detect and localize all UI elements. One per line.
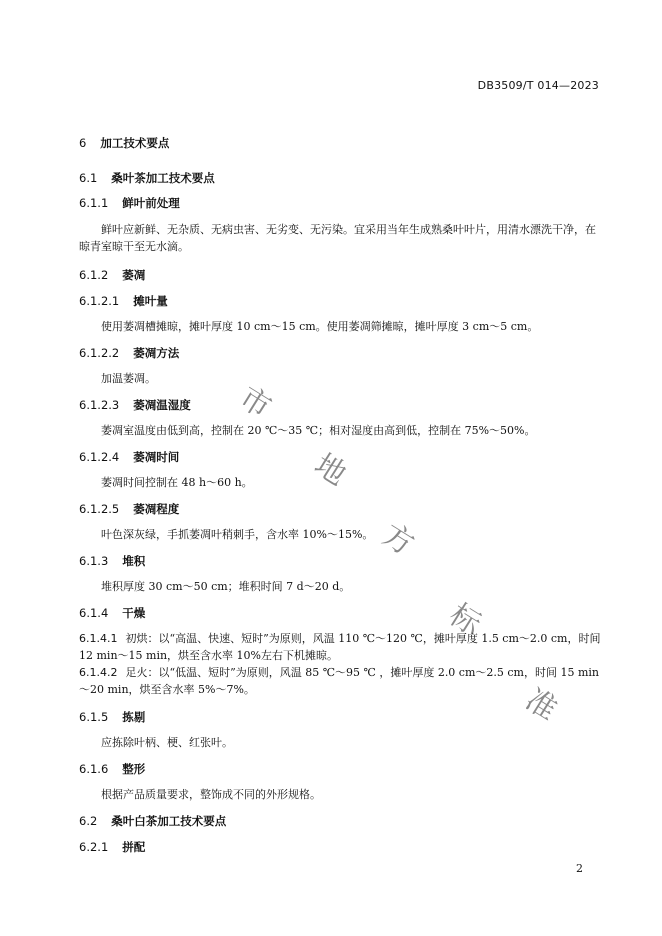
heading-6-1-2-2 [79,345,179,361]
heading-number: 6.1.2.2 [79,346,120,360]
heading-title: 堆积 [122,554,146,568]
paragraph-shaping: 根据产品质量要求，整饰成不同的外形规格。 [101,788,321,801]
heading-title: 拼配 [122,840,146,854]
item-6-1-4-2 [79,664,603,698]
heading-6-1-2-5 [79,501,179,517]
heading-title: 拣剔 [122,710,146,724]
paragraph-spread-amount: 使用萎凋槽摊晾，摊叶厚度 10 cm～15 cm。使用萎凋筛摊晾，摊叶厚度 3 cm～5 cm。 [101,320,539,333]
heading-number: 6.1.1 [79,196,109,210]
heading-number: 6.1.3 [79,554,109,568]
watermark-char: 准 [519,682,564,728]
page-number: 2 [576,862,583,875]
watermark-char: 市 [233,380,278,426]
heading-number: 6.1.2 [79,268,109,282]
watermark-char: 方 [376,517,421,563]
heading-number: 6.1.2.1 [79,294,120,308]
heading-6-2-1 [79,839,145,855]
heading-number: 6.1.4 [79,606,109,620]
heading-title: 萎凋 [122,268,146,282]
heading-title: 鲜叶前处理 [122,196,180,210]
watermark-char: 标 [443,597,488,643]
heading-title: 干燥 [122,606,146,620]
heading-6-1-5 [79,709,145,725]
heading-6-1-2-4 [79,449,179,465]
heading-title: 萎凋时间 [133,450,180,464]
heading-title: 萎凋温湿度 [133,398,191,412]
item-6-1-4-1 [79,630,603,664]
heading-number: 6.1.6 [79,762,109,776]
heading-6-1-4 [79,605,145,621]
heading-number: 6.1.2.4 [79,450,120,464]
paragraph-piling: 堆积厚度 30 cm～50 cm；堆积时间 7 d～20 d。 [101,580,351,593]
heading-6-1 [79,170,215,186]
heading-6-1-2 [79,267,145,283]
heading-title: 桑叶茶加工技术要点 [111,171,215,185]
heading-6-2 [79,813,226,829]
paragraph-fresh-leaf: 鲜叶应新鲜、无杂质、无病虫害、无劣变、无污染。宜采用当年生成熟桑叶叶片，用清水漂洗干净，在晾青室晾干至无水滴。 [79,223,596,253]
heading-6-1-2-1 [79,293,168,309]
item-number: 6.1.4.1 [79,632,118,645]
heading-number: 6 [79,136,87,150]
heading-6 [79,135,169,151]
item-number: 6.1.4.2 [79,666,118,679]
paragraph-withering-temp: 萎凋室温度由低到高，控制在 20 ℃～35 ℃；相对湿度由高到低，控制在 75%～50%。 [101,424,536,437]
heading-title: 整形 [122,762,146,776]
heading-6-1-6 [79,761,145,777]
paragraph-withering-method: 加温萎凋。 [101,372,156,385]
paragraph-withering-degree: 叶色深灰绿，手抓萎凋叶稍刺手，含水率 10%～15%。 [101,528,374,541]
heading-title: 萎凋程度 [133,502,180,516]
paragraph-withering-time: 萎凋时间控制在 48 h～60 h。 [101,476,253,489]
heading-6-1-2-3 [79,397,191,413]
paragraph-sorting: 应拣除叶柄、梗、红张叶。 [101,736,233,749]
heading-6-1-3 [79,553,145,569]
heading-number: 6.1.5 [79,710,109,724]
heading-6-1-1 [79,195,180,211]
heading-number: 6.2.1 [79,840,109,854]
heading-number: 6.1.2.3 [79,398,120,412]
heading-title: 加工技术要点 [100,136,170,150]
watermark-char: 地 [308,447,353,493]
heading-title: 摊叶量 [133,294,168,308]
heading-title: 桑叶白茶加工技术要点 [111,814,227,828]
item-text: 足火：以“低温、短时”为原则，风温 85 ℃～95 ℃ ，摊叶厚度 2.0 cm～2.5 cm，时间 15 min～20 min，烘至含水率 5%～7%。 [79,666,600,696]
heading-title: 萎凋方法 [133,346,180,360]
item-text: 初烘：以“高温、快速、短时”为原则，风温 110 ℃～120 ℃，摊叶厚度 1.5 cm～2.0 cm，时间 12 min～15 min，烘至含水率 10%左右下机摊晾。 [79,632,601,662]
document-id: DB3509/T 014—2023 [477,79,599,92]
heading-number: 6.2 [79,814,98,828]
heading-number: 6.1.2.5 [79,502,120,516]
heading-number: 6.1 [79,171,98,185]
